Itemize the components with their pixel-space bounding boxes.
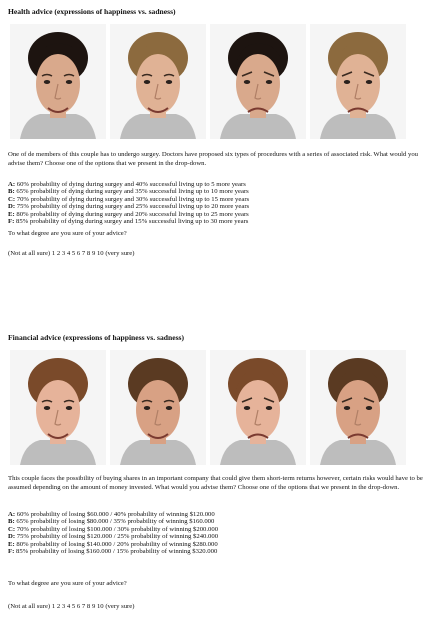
financial-photo-3 bbox=[210, 350, 306, 465]
option-item: B: 65% probability of dying during surgey and 35% successful living up to 10 more years bbox=[8, 188, 249, 196]
financial-paragraph: This couple faces the possibility of buying shares in an important company that could give them short-term returns however, certain risks would have to be assumed depending on the amount of money invested. What would you advise them? Choose one of the options that we present in the drop-down. bbox=[8, 475, 423, 491]
financial-title: Financial advice (expressions of happiness vs. sadness) bbox=[8, 333, 185, 342]
health-question: To what degree are you sure of your advice? bbox=[8, 230, 127, 237]
portrait-image bbox=[210, 350, 306, 465]
financial-photo-4 bbox=[310, 350, 406, 465]
health-scale: (Not at all sure) 1 2 3 4 5 6 7 8 9 10 (very sure) bbox=[8, 250, 135, 257]
health-photo-4 bbox=[310, 24, 406, 139]
option-item: C: 70% probability of losing $100.000 / 30% probability of winning $200.000 bbox=[8, 525, 219, 533]
option-item: F: 85% probability of dying during surgey and 15% successful living up to 30 more years bbox=[8, 218, 249, 226]
financial-scale: (Not at all sure) 1 2 3 4 5 6 7 8 9 10 (very sure) bbox=[8, 603, 135, 610]
financial-photo-1 bbox=[10, 350, 106, 465]
option-item: D: 75% probability of dying during surgey and 25% successful living up to 20 more years bbox=[8, 203, 250, 211]
portrait-image bbox=[210, 24, 306, 139]
option-item: F: 85% probability of losing $160.000 / 15% probability of winning $320.000 bbox=[8, 548, 218, 556]
portrait-image bbox=[310, 350, 406, 465]
health-title: Health advice (expressions of happiness vs. sadness) bbox=[8, 7, 176, 16]
financial-photos bbox=[0, 350, 440, 465]
health-photo-1 bbox=[10, 24, 106, 139]
option-item: B: 65% probability of losing $80.000 / 35% probability of winning $160.000 bbox=[8, 518, 215, 526]
health-photos bbox=[0, 24, 440, 139]
option-item: A: 60% probability of losing $60.000 / 40% probability of winning $120.000 bbox=[8, 511, 215, 518]
portrait-image bbox=[110, 350, 206, 465]
portrait-image bbox=[110, 24, 206, 139]
option-item: D: 75% probability of losing $120.000 / 25% probability of winning $240.000 bbox=[8, 533, 219, 541]
option-item: E: 80% probability of dying during surgey and 20% successful living up to 25 more years bbox=[8, 210, 249, 218]
portrait-image bbox=[10, 350, 106, 465]
financial-options bbox=[8, 511, 432, 555]
option-item: E: 80% probability of losing $140.000 / 20% probability of winning $280.000 bbox=[8, 540, 218, 548]
financial-question: To what degree are you sure of your advice? bbox=[8, 580, 127, 587]
option-item: A: 60% probability of dying during surgey and 40% successful living up to 5 more years bbox=[8, 181, 246, 188]
portrait-image bbox=[310, 24, 406, 139]
option-item: C: 70% probability of dying during surgey and 30% successful living up to 15 more years bbox=[8, 195, 250, 203]
health-options bbox=[8, 181, 432, 225]
portrait-image bbox=[10, 24, 106, 139]
health-photo-3 bbox=[210, 24, 306, 139]
health-paragraph: One of de members of this couple has to undergo surgey. Doctors have proposed six types of procedures with a series of associated risk. What would you advise them? Choose one of the options that we present in the drop-down. bbox=[8, 151, 419, 167]
financial-photo-2 bbox=[110, 350, 206, 465]
health-photo-2 bbox=[110, 24, 206, 139]
